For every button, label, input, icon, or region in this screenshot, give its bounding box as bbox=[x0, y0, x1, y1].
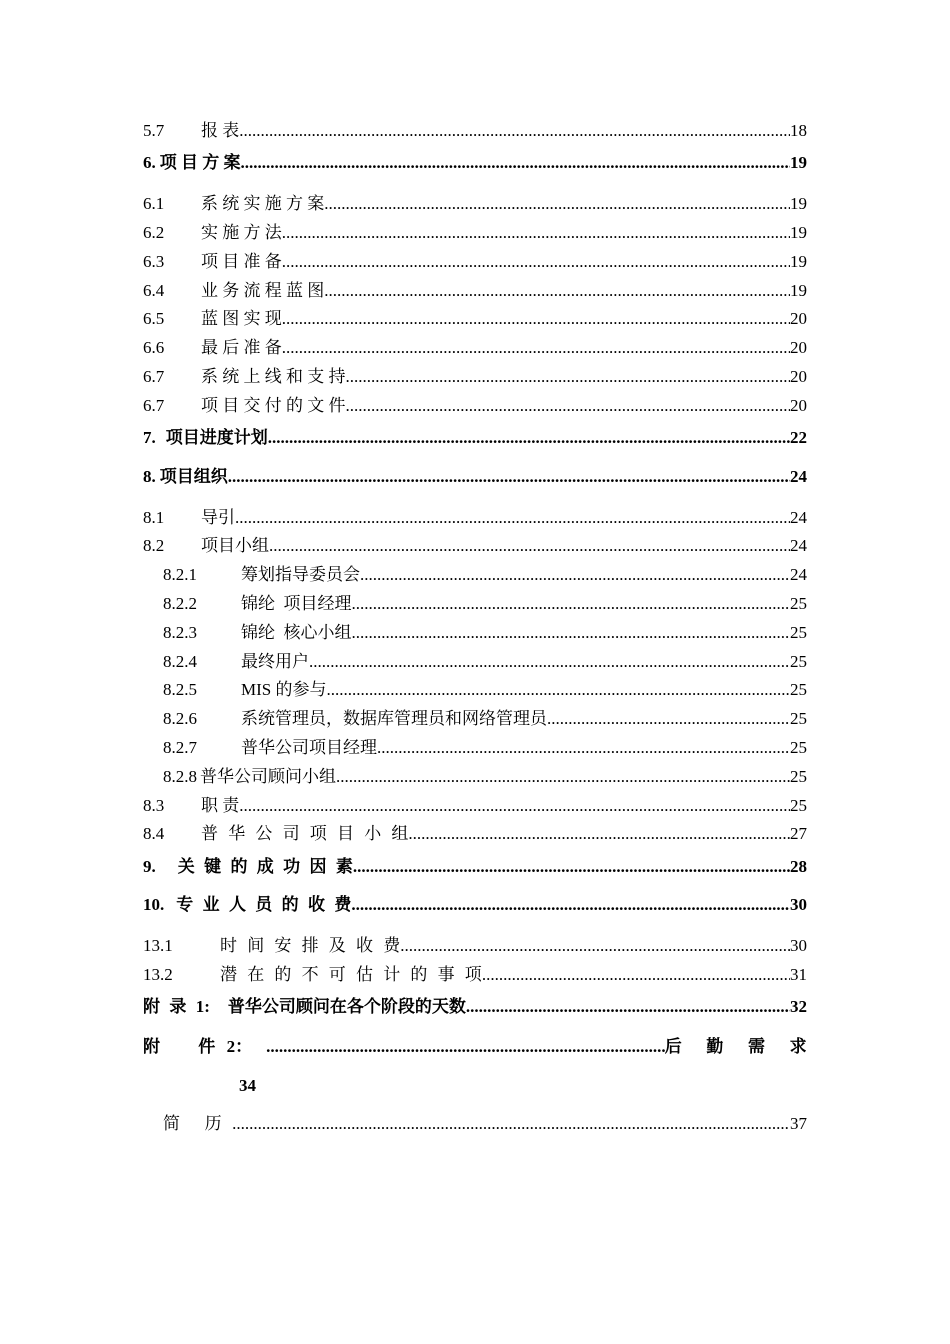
toc-entry-page: 19 bbox=[790, 280, 807, 300]
dot-leader bbox=[232, 1102, 790, 1140]
dot-leader bbox=[282, 219, 790, 248]
toc-entry-page: 19 bbox=[790, 194, 807, 214]
toc-entry-page: 25 bbox=[790, 795, 807, 815]
toc-entry-title: 最终用户 bbox=[241, 651, 309, 671]
toc-entry-8-2-1[interactable] bbox=[143, 561, 807, 590]
toc-entry-title: 业 务 流 程 蓝 图 bbox=[201, 280, 325, 300]
dot-leader bbox=[351, 888, 790, 927]
dot-leader bbox=[228, 459, 790, 498]
toc-entry-10[interactable] bbox=[143, 888, 807, 927]
toc-entry-title: 专 业 人 员 的 收 费 bbox=[176, 895, 352, 915]
dot-leader bbox=[239, 117, 790, 146]
toc-entry-13-1[interactable] bbox=[143, 932, 807, 961]
toc-entry-title: 导引 bbox=[201, 507, 235, 527]
toc-entry-number: 8.2.3 bbox=[163, 622, 197, 642]
toc-entry-page: 20 bbox=[790, 367, 807, 387]
toc-entry-title: 报 表 bbox=[201, 121, 240, 140]
toc-entry-title: 普华公司顾问在各个阶段的天数 bbox=[227, 997, 466, 1017]
toc-entry-number: 6.7 bbox=[143, 395, 165, 415]
toc-entry-9[interactable] bbox=[143, 849, 807, 888]
toc-entry-number: 8.2.6 bbox=[163, 709, 197, 729]
toc-entry-page: 19 bbox=[790, 251, 807, 271]
toc-entry-title: 普华公司顾问小组 bbox=[200, 766, 336, 786]
toc-entry-page: 25 bbox=[790, 709, 807, 729]
dot-leader bbox=[377, 734, 790, 763]
toc-entry-title: 筹划指导委员会 bbox=[241, 565, 360, 585]
toc-entry-number-suffix: 2： bbox=[226, 1037, 253, 1057]
toc-entry-title: 锦纶 项目经理 bbox=[241, 594, 352, 614]
toc-entry-page: 24 bbox=[790, 565, 807, 585]
toc-entry-6-7a[interactable] bbox=[143, 363, 807, 392]
toc-entry-attachment-2[interactable] bbox=[143, 1028, 816, 1066]
toc-entry-title: 项目进度计划 bbox=[165, 428, 268, 448]
dot-leader bbox=[309, 648, 790, 677]
toc-entry-number: 6.6 bbox=[143, 338, 165, 358]
toc-entry-number: 8.2.7 bbox=[163, 738, 197, 758]
toc-entry-page: 22 bbox=[790, 428, 807, 448]
toc-entry-resume[interactable] bbox=[143, 1102, 807, 1140]
toc-entry-number: 6.2 bbox=[143, 223, 165, 243]
toc-entry-8-2-5[interactable] bbox=[143, 676, 807, 705]
toc-entry-page: 30 bbox=[790, 895, 807, 915]
toc-entry-page: 32 bbox=[790, 997, 807, 1017]
toc-entry-title: 关 键 的 成 功 因 素 bbox=[177, 856, 353, 876]
toc-entry-title: 普华公司项目经理 bbox=[241, 738, 377, 758]
toc-entry-title: 职 责 bbox=[201, 795, 240, 815]
toc-entry-8-2[interactable] bbox=[143, 532, 807, 561]
toc-entry-number: 5.7 bbox=[143, 121, 165, 140]
toc-entry-8-3[interactable] bbox=[143, 792, 807, 821]
toc-entry-page: 24 bbox=[790, 536, 807, 556]
dot-leader bbox=[324, 277, 790, 306]
dot-leader bbox=[268, 421, 790, 460]
dot-leader bbox=[360, 561, 790, 590]
toc-entry-title: 系统管理员，数据库管理员和网络管理员 bbox=[241, 709, 547, 729]
toc-entry-page: 25 bbox=[790, 651, 807, 671]
toc-entry-page: 25 bbox=[790, 622, 807, 642]
toc-entry-page: 24 bbox=[790, 507, 807, 527]
toc-entry-6-4[interactable] bbox=[143, 277, 807, 306]
toc-entry-title: 项 目 方 案 bbox=[159, 153, 241, 173]
toc-entry-6-5[interactable] bbox=[143, 305, 807, 334]
toc-entry-6-7b[interactable] bbox=[143, 392, 807, 421]
toc-entry-13-2[interactable] bbox=[143, 961, 807, 990]
toc-entry-8-1[interactable] bbox=[143, 504, 807, 533]
toc-entry-number: 附 录 1: bbox=[143, 997, 210, 1017]
toc-entry-title: 项目小组 bbox=[201, 536, 269, 556]
dot-leader bbox=[241, 146, 791, 185]
toc-entry-title: 蓝 图 实 现 bbox=[201, 309, 282, 329]
toc-entry-number: 6. bbox=[143, 153, 156, 173]
toc-entry-8-2-8[interactable] bbox=[143, 763, 807, 792]
dot-leader bbox=[352, 619, 791, 648]
dot-leader bbox=[547, 705, 790, 734]
dot-leader bbox=[235, 504, 790, 533]
toc-entry-page: 24 bbox=[790, 466, 807, 486]
toc-entry-8-2-6[interactable] bbox=[143, 705, 807, 734]
table-of-contents bbox=[143, 117, 816, 1140]
dot-leader bbox=[400, 932, 790, 961]
toc-entry-title: 项 目 准 备 bbox=[201, 251, 282, 271]
toc-entry-page: 25 bbox=[790, 766, 807, 786]
dot-leader bbox=[353, 849, 790, 888]
toc-entry-page: 34 bbox=[239, 1076, 256, 1096]
dot-leader bbox=[282, 334, 790, 363]
dot-leader bbox=[239, 792, 790, 821]
dot-leader bbox=[408, 820, 790, 849]
toc-entry-title: 项目组织 bbox=[159, 466, 228, 486]
toc-entry-number: 6.1 bbox=[143, 194, 165, 214]
toc-entry-8-2-2[interactable] bbox=[143, 590, 807, 619]
toc-entry-number: 8.3 bbox=[143, 795, 165, 815]
toc-entry-number: 6.3 bbox=[143, 251, 165, 271]
toc-entry-title: 普 华 公 司 项 目 小 组 bbox=[201, 824, 409, 844]
toc-entry-title: 简 历 bbox=[163, 1114, 231, 1134]
dot-leader bbox=[266, 1028, 665, 1066]
toc-entry-number: 8.2.4 bbox=[163, 651, 197, 671]
toc-entry-page: 27 bbox=[790, 824, 807, 844]
toc-entry-number: 附 件 bbox=[143, 1037, 231, 1057]
toc-entry-number: 8.2 bbox=[143, 536, 165, 556]
dot-leader bbox=[352, 590, 791, 619]
toc-entry-title: 锦纶 核心小组 bbox=[241, 622, 352, 642]
dot-leader bbox=[326, 676, 790, 705]
toc-entry-page: 20 bbox=[790, 338, 807, 358]
toc-entry-8-2-4[interactable] bbox=[143, 648, 807, 677]
toc-entry-title: MIS 的参与 bbox=[241, 680, 327, 700]
toc-entry-page: 28 bbox=[790, 856, 807, 876]
toc-entry-title: 时 间 安 排 及 收 费 bbox=[220, 936, 401, 956]
dot-leader bbox=[282, 305, 790, 334]
toc-entry-page: 31 bbox=[790, 965, 807, 985]
toc-entry-number: 6.7 bbox=[143, 367, 165, 387]
toc-entry-number: 8.2.5 bbox=[163, 680, 197, 700]
toc-entry-appendix-1[interactable] bbox=[143, 990, 807, 1029]
toc-entry-page: 19 bbox=[790, 153, 807, 173]
toc-entry-number: 6.4 bbox=[143, 280, 165, 300]
toc-entry-6-3[interactable] bbox=[143, 248, 807, 277]
toc-entry-number: 8.1 bbox=[143, 507, 165, 527]
toc-entry-page: 25 bbox=[790, 680, 807, 700]
dot-leader bbox=[269, 532, 790, 561]
toc-entry-number: 8.2.8 bbox=[163, 766, 197, 786]
toc-entry-title: 项 目 交 付 的 文 件 bbox=[201, 395, 346, 415]
toc-entry-page: 20 bbox=[790, 309, 807, 329]
toc-entry-6-6[interactable] bbox=[143, 334, 807, 363]
toc-entry-8-4[interactable] bbox=[143, 820, 807, 849]
toc-entry-page: 18 bbox=[790, 121, 807, 140]
toc-entry-page: 37 bbox=[790, 1114, 807, 1134]
dot-leader bbox=[482, 961, 790, 990]
dot-leader bbox=[346, 392, 791, 421]
toc-entry-title: 最 后 准 备 bbox=[201, 338, 282, 358]
toc-entry-page: 30 bbox=[790, 936, 807, 956]
toc-entry-number: 8. bbox=[143, 466, 156, 486]
toc-entry-6-2[interactable] bbox=[143, 219, 807, 248]
dot-leader bbox=[282, 248, 790, 277]
toc-entry-number: 8.4 bbox=[143, 824, 165, 844]
toc-entry-6[interactable] bbox=[143, 146, 807, 185]
toc-entry-number: 10. bbox=[143, 895, 165, 915]
toc-entry-number: 8.2.1 bbox=[163, 565, 197, 585]
toc-entry-page: 20 bbox=[790, 395, 807, 415]
toc-entry-title: 实 施 方 法 bbox=[201, 223, 282, 243]
toc-entry-title: 后 勤 需 求 bbox=[664, 1037, 816, 1057]
toc-entry-7[interactable] bbox=[143, 421, 807, 460]
toc-entry-8-2-3[interactable] bbox=[143, 619, 807, 648]
toc-entry-title: 潜 在 的 不 可 估 计 的 事 项 bbox=[220, 965, 482, 985]
toc-entry-5-7[interactable] bbox=[143, 117, 807, 146]
toc-entry-page: 25 bbox=[790, 594, 807, 614]
dot-leader bbox=[324, 190, 790, 219]
toc-entry-page: 25 bbox=[790, 738, 807, 758]
toc-entry-number: 6.5 bbox=[143, 309, 165, 329]
dot-leader bbox=[336, 763, 790, 792]
toc-entry-number: 13.1 bbox=[143, 936, 173, 956]
toc-entry-number: 7. bbox=[143, 428, 156, 448]
toc-entry-number: 13.2 bbox=[143, 965, 173, 985]
dot-leader bbox=[346, 363, 791, 392]
toc-entry-number: 9. bbox=[143, 856, 156, 876]
toc-entry-page: 19 bbox=[790, 223, 807, 243]
toc-entry-number: 8.2.2 bbox=[163, 594, 197, 614]
toc-entry-title: 系 统 上 线 和 支 持 bbox=[201, 367, 346, 387]
toc-entry-8-2-7[interactable] bbox=[143, 734, 807, 763]
toc-entry-6-1[interactable] bbox=[143, 190, 807, 219]
toc-entry-8[interactable] bbox=[143, 459, 807, 498]
dot-leader bbox=[466, 990, 790, 1029]
toc-entry-title: 系 统 实 施 方 案 bbox=[201, 194, 325, 214]
